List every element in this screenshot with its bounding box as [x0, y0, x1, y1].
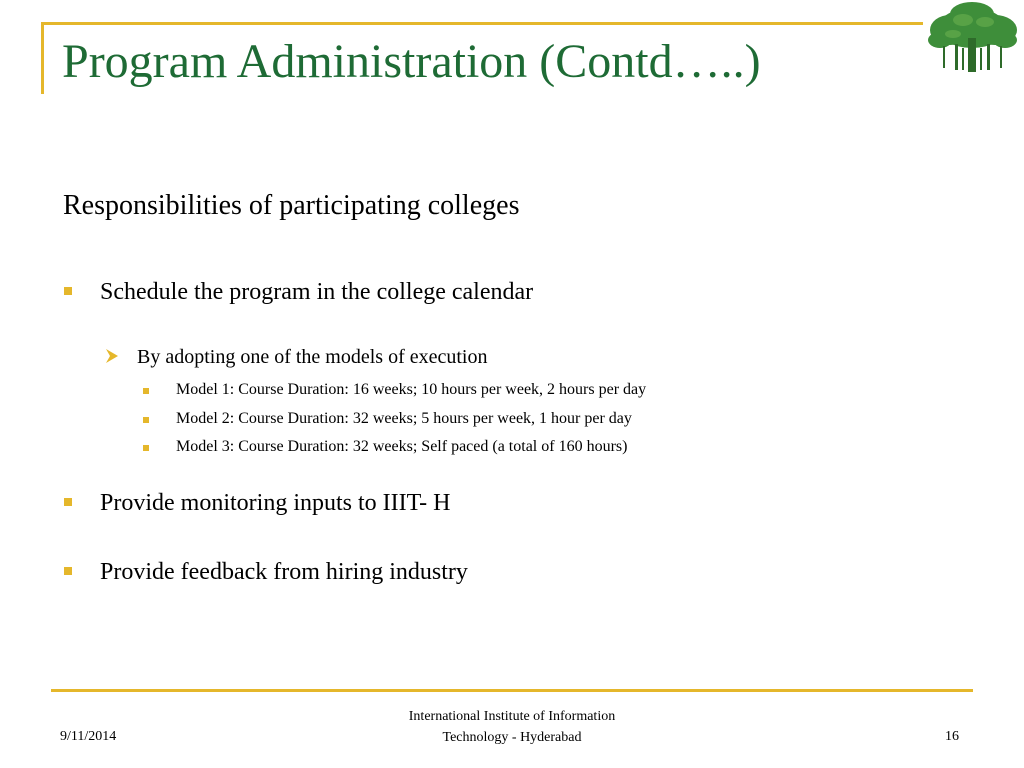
- square-bullet-icon: [64, 287, 72, 295]
- square-bullet-icon: [64, 567, 72, 575]
- bullet-feedback: Provide feedback from hiring industry: [100, 559, 468, 585]
- arrow-bullet-icon: [106, 349, 118, 363]
- footer-rule: [51, 689, 973, 692]
- footer-institute: [362, 706, 662, 748]
- footer-date: 9/11/2014: [60, 729, 117, 744]
- header-rule-top: [41, 22, 923, 25]
- bullet-monitoring: Provide monitoring inputs to IIIT- H: [100, 490, 451, 516]
- bullet-model-1: Model 1: Course Duration: 16 weeks; 10 hours per week, 2 hours per day: [176, 381, 647, 398]
- small-square-bullet-icon: [143, 417, 149, 423]
- small-square-bullet-icon: [143, 445, 149, 451]
- footer-institute-line2: Technology - Hyderabad: [442, 730, 582, 745]
- footer-institute-line1: International Institute of Information: [408, 709, 616, 724]
- bullet-model-3: Model 3: Course Duration: 32 weeks; Self paced (a total of 160 hours): [176, 438, 628, 455]
- slide-subtitle: Responsibilities of participating colleges: [63, 190, 520, 221]
- bullet-adopting-models: By adopting one of the models of execution: [137, 346, 488, 368]
- bullet-schedule: Schedule the program in the college calendar: [100, 279, 534, 305]
- tree-icon: [925, 0, 1020, 75]
- slide-title: Program Administration (Contd…..): [62, 35, 761, 88]
- square-bullet-icon: [64, 498, 72, 506]
- small-square-bullet-icon: [143, 388, 149, 394]
- bullet-model-2: Model 2: Course Duration: 32 weeks; 5 hours per week, 1 hour per day: [176, 410, 632, 427]
- page-number: 16: [945, 729, 959, 744]
- header-rule-left: [41, 22, 44, 94]
